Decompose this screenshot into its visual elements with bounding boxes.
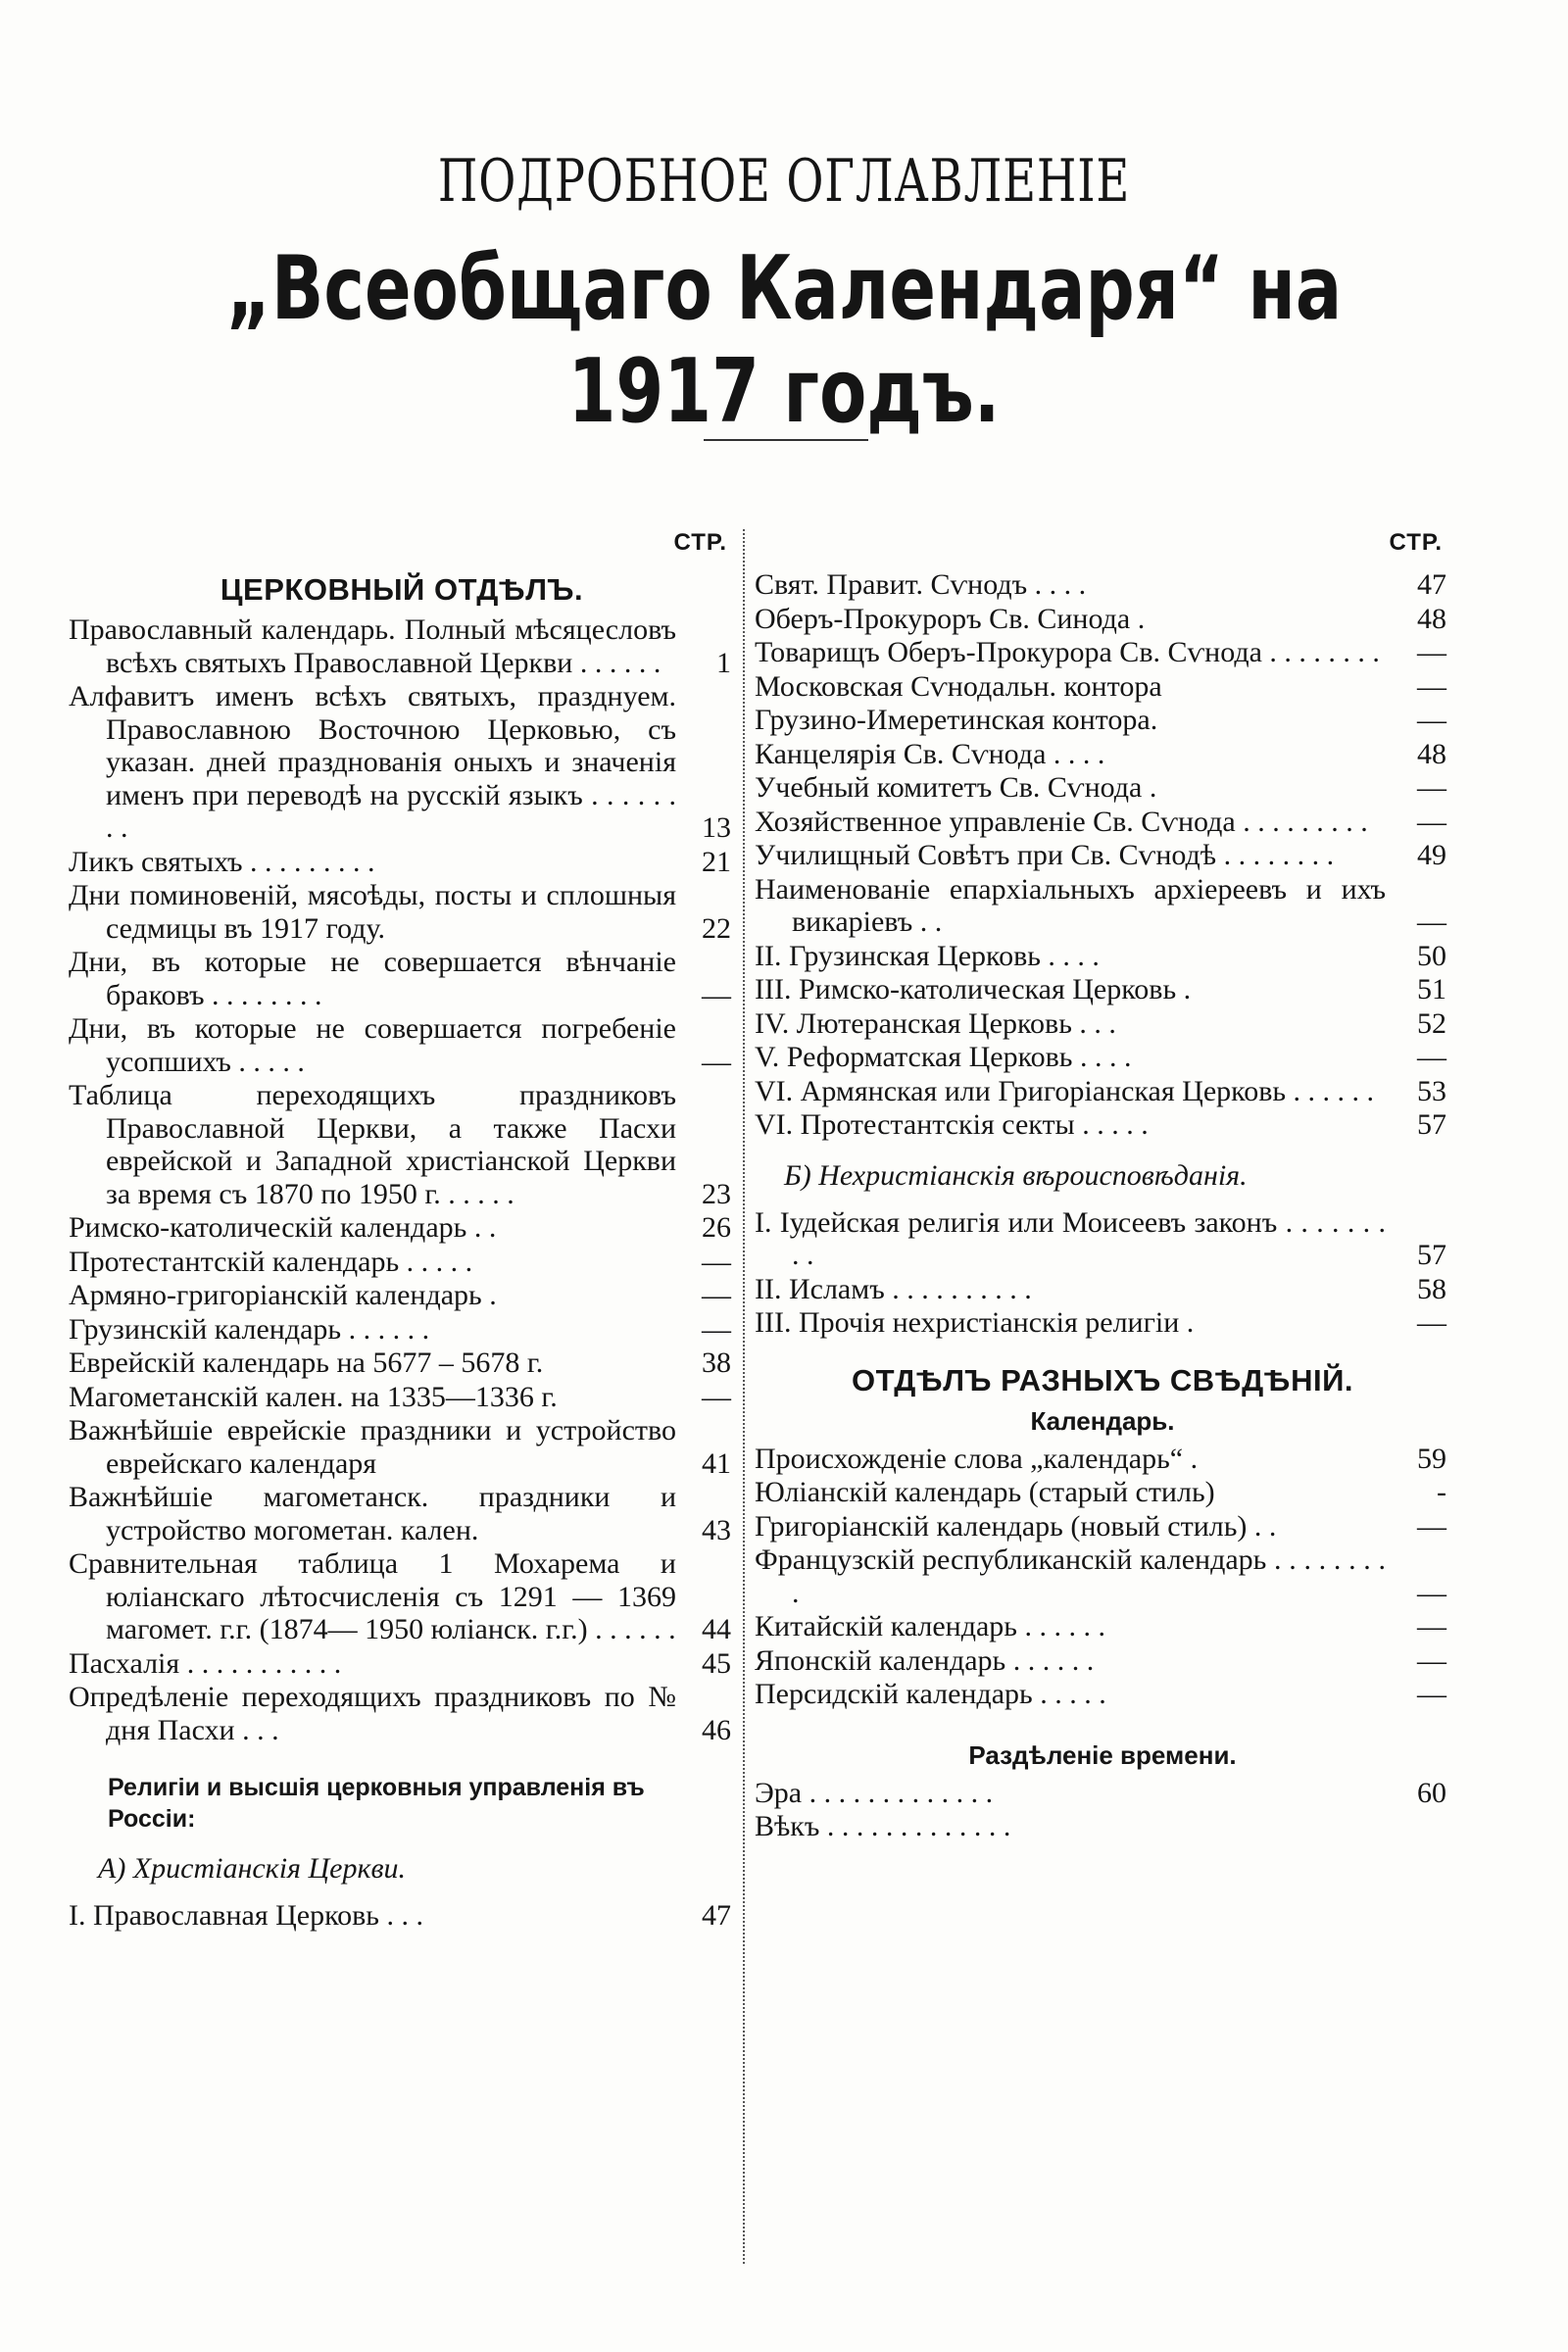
toc-entry-page: 59 [1417, 1442, 1446, 1475]
page-header [0, 147, 1568, 443]
toc-entry-page: 57 [1417, 1239, 1446, 1271]
toc-entry-page: — [702, 978, 731, 1011]
toc-entry-page: 50 [1417, 939, 1446, 972]
toc-entry [69, 1681, 735, 1746]
toc-entry [755, 1476, 1450, 1509]
toc-entry [69, 1012, 735, 1078]
toc-entry-page: — [1417, 704, 1446, 736]
toc-entry [755, 1610, 1450, 1643]
title-line-2: „Всеобщаго Календаря“ на 1917 годъ. [225, 237, 1343, 443]
toc-entry-text: Важнѣйшіе магометанск. праздники и устройство могометан. кален. [69, 1481, 676, 1546]
toc-entry [69, 1481, 735, 1546]
right-column [755, 529, 1450, 1844]
toc-entry [69, 680, 735, 845]
toc-entry-page: — [702, 1312, 731, 1346]
toc-entry-page: 58 [1417, 1272, 1446, 1305]
section-title: ОТДѢЛЪ РАЗНЫХЪ СВѢДѢНІЙ. [851, 1362, 1353, 1397]
toc-entry-page: 48 [1417, 737, 1446, 770]
toc-entry-page: 21 [702, 845, 731, 878]
toc-entry-text: Протестантскій календарь . . . . . [69, 1245, 473, 1278]
toc-entry [69, 1899, 735, 1933]
italic-heading: А) Христіанскія Церкви. [98, 1852, 407, 1885]
toc-entry-text: Китайскій календарь . . . . . . [755, 1610, 1105, 1642]
toc-entry-text: V. Реформатская Церковь . . . . [755, 1041, 1132, 1073]
toc-entry-page: 41 [702, 1446, 731, 1480]
toc-entry-page: — [702, 1380, 731, 1413]
toc-entry [69, 1647, 735, 1681]
toc-entry [69, 1313, 735, 1347]
toc-entry-page: 23 [702, 1177, 731, 1210]
toc-entry [755, 1206, 1450, 1272]
toc-entry [69, 1547, 735, 1646]
toc-entry [755, 704, 1450, 737]
toc-entry [755, 1544, 1450, 1609]
toc-entry [69, 946, 735, 1011]
toc-entry-text: Юліанскій календарь (старый стиль) [755, 1476, 1215, 1508]
toc-entry [755, 973, 1450, 1006]
toc-entry [755, 1443, 1450, 1476]
toc-entry-text: Магометанскій кален. на 1335—1336 г. [69, 1380, 558, 1413]
toc-entry [755, 603, 1450, 636]
toc-entry-page: — [1417, 805, 1446, 838]
toc-entry-text: Алфавитъ именъ всѣхъ святыхъ, празднуем. Православною Восточною Церковью, съ указан. дней празднованія оныхъ и значенія именъ при переводѣ на русскій языкъ . . . . . . . . [69, 680, 676, 844]
italic-heading: Б) Нехристіанскія вѣроисповѣданія. [784, 1158, 1248, 1192]
toc-entry-page: 44 [702, 1613, 731, 1645]
left-column [69, 529, 735, 1934]
toc-entry-text: Православный календарь. Полный мѣсяцесловъ всѣхъ святыхъ Православной Церкви . . . . . . [69, 613, 676, 679]
toc-entry [69, 1279, 735, 1312]
toc-entry-text: IV. Лютеранская Церковь . . . [755, 1006, 1116, 1040]
toc-entry-text: Таблица переходящихъ праздниковъ Православной Церкви, а также Пасхи еврейской и Западной христіанской Церкви за время съ 1870 по 1950 г. . . . . . [69, 1079, 676, 1210]
toc-entry-page: 26 [702, 1211, 731, 1244]
toc-entry-page: — [1417, 1041, 1446, 1073]
toc-entry-page: 47 [702, 1899, 731, 1932]
toc-entry-text: Дни, въ которые не совершается вѣнчаніе браковъ . . . . . . . . [69, 946, 676, 1011]
toc-entry-text: Грузинскій календарь . . . . . . [69, 1312, 430, 1346]
toc-entry [755, 1644, 1450, 1678]
toc-entry-text: Канцелярія Св. Сѵнода . . . . [755, 737, 1105, 770]
toc-entry-text: Хозяйственное управленіе Св. Сѵнода . . . . . . . . . [755, 805, 1368, 838]
toc-entry-page: — [1417, 1306, 1446, 1339]
toc-entry-page: 38 [702, 1347, 731, 1379]
toc-entry-text: Дни поминовеній, мясоѣды, посты и сплошныя седмицы въ 1917 году. [69, 879, 676, 945]
toc-entry-page: 57 [1417, 1108, 1446, 1141]
column-divider [743, 529, 745, 2264]
toc-entry [755, 1510, 1450, 1544]
toc-entry-text: Персидскій календарь . . . . . [755, 1678, 1106, 1710]
toc-entry-page: — [1417, 1576, 1446, 1609]
page-column-label: СТР. [673, 529, 727, 556]
toc-entry-text: Еврейскій календарь на 5677 – 5678 г. [69, 1347, 544, 1379]
toc-entry [69, 1414, 735, 1480]
toc-entry-page: 22 [702, 911, 731, 945]
toc-entry [755, 670, 1450, 704]
toc-entry-page: 49 [1417, 839, 1446, 871]
toc-entry [755, 738, 1450, 771]
toc-entry-page: — [1417, 906, 1446, 938]
toc-entry-text: Свят. Правит. Сѵнодъ . . . . [755, 568, 1087, 601]
toc-entry [755, 1108, 1450, 1142]
toc-entry [69, 1079, 735, 1210]
toc-entry-page: - [1437, 1476, 1446, 1508]
toc-entry-page: 47 [1417, 568, 1446, 601]
toc-entry-page: — [702, 1045, 731, 1078]
toc-entry-text: I. Іудейская религія или Моисеевъ законъ . . . . . . . . . [755, 1205, 1386, 1271]
toc-entry-page: — [1417, 669, 1446, 703]
toc-entry-page: 45 [702, 1646, 731, 1680]
toc-entry-page: — [1417, 636, 1446, 668]
toc-entry [755, 1273, 1450, 1306]
toc-entry-page: 46 [702, 1713, 731, 1746]
toc-entry-page: — [1417, 1509, 1446, 1543]
toc-entry [755, 1075, 1450, 1108]
toc-entry-text: Эра . . . . . . . . . . . . . [755, 1776, 994, 1809]
toc-entry-page: — [702, 1245, 731, 1278]
toc-entry-page: 60 [1417, 1776, 1446, 1809]
toc-entry [755, 940, 1450, 973]
title-divider [704, 439, 868, 441]
toc-entry-text: Вѣкъ . . . . . . . . . . . . . [755, 1810, 1011, 1842]
toc-entry-page: 13 [702, 811, 731, 844]
toc-entry-text: Пасхалія . . . . . . . . . . . [69, 1646, 342, 1680]
toc-entry [69, 1347, 735, 1380]
toc-entry-text: Наименованіе епархіальныхъ архіереевъ и ихъ викаріевъ . . [755, 872, 1386, 938]
toc-entry-page: 1 [716, 646, 731, 679]
toc-entry-text: Французскій республиканскій календарь . . . . . . . . . [755, 1544, 1386, 1609]
toc-entry-page: — [1417, 1610, 1446, 1642]
toc-entry-page: 53 [1417, 1074, 1446, 1107]
toc-entry-page: — [1417, 771, 1446, 804]
toc-entry [755, 1041, 1450, 1074]
toc-entry-page: 43 [702, 1513, 731, 1546]
toc-entry-text: Московская Сѵнодальн. контора [755, 669, 1162, 703]
toc-entry [755, 839, 1450, 872]
section-title: ЦЕРКОВНЫЙ ОТДѢЛЪ. [220, 572, 584, 607]
subsection-title: Раздѣленіе времени. [968, 1740, 1237, 1770]
toc-entry [69, 1381, 735, 1414]
toc-list [755, 1206, 1450, 1340]
toc-entry-page: 51 [1417, 973, 1446, 1005]
toc-entry-page: — [1417, 1678, 1446, 1710]
toc-entry [755, 1777, 1450, 1810]
toc-entry [755, 806, 1450, 839]
toc-entry-text: Опредѣленіе переходящихъ праздниковъ по № дня Пасхи . . . [69, 1681, 676, 1746]
toc-entry-text: Японскій календарь . . . . . . [755, 1643, 1095, 1677]
toc-entry-text: I. Православная Церковь . . . [69, 1899, 423, 1932]
toc-entry-text: Учебный комитетъ Св. Сѵнода . [755, 771, 1157, 804]
toc-entry [755, 1810, 1450, 1843]
toc-entry [755, 1007, 1450, 1041]
toc-entry-text: Оберъ-Прокуроръ Св. Синода . [755, 602, 1146, 635]
toc-entry [69, 879, 735, 945]
toc-entry-text: Дни, въ которые не совершается погребеніе усопшихъ . . . . . [69, 1012, 676, 1078]
toc-entry [69, 846, 735, 879]
toc-entry [69, 613, 735, 679]
toc-list [755, 568, 1450, 1142]
toc-entry-text: Товарищъ Оберъ-Прокурора Св. Сѵнода . . . . . . . . [755, 636, 1380, 668]
toc-entry-page: 48 [1417, 602, 1446, 635]
toc-entry-text: III. Прочія нехристіанскія религіи . [755, 1306, 1195, 1339]
title-line-1: ПОДРОБНОЕ ОГЛАВЛЕНIЕ [437, 147, 1131, 216]
toc-entry [755, 873, 1450, 939]
toc-entry-text: Римско-католическій календарь . . [69, 1211, 497, 1244]
toc-list [755, 1443, 1450, 1711]
toc-entry-text: Григоріанскій календарь (новый стиль) . . [755, 1509, 1277, 1543]
toc-entry-text: VI. Армянская или Григоріанская Церковь . . . . . . [755, 1074, 1375, 1107]
toc-entry [755, 771, 1450, 805]
page-column-label: СТР. [1389, 529, 1443, 556]
toc-entry [69, 1211, 735, 1245]
toc-entry [69, 1246, 735, 1279]
toc-list [69, 613, 735, 1746]
toc-entry-text: Училищный Совѣтъ при Св. Сѵнодѣ . . . . . . . . [755, 839, 1335, 871]
toc-entry-text: VI. Протестантскія секты . . . . . [755, 1108, 1149, 1141]
toc-entry-text: Происхожденіе слова „календарь“ . [755, 1442, 1199, 1475]
toc-entry-text: Важнѣйшіе еврейскіе праздники и устройство еврейскаго календаря [69, 1414, 676, 1480]
toc-entry-text: Грузино-Имеретинская контора. [755, 704, 1158, 736]
toc-entry-page: 52 [1417, 1006, 1446, 1040]
toc-entry-text: Ликъ святыхъ . . . . . . . . . [69, 845, 375, 878]
subheading: Религіи и высшія церковныя управленія въ Россіи: [108, 1774, 645, 1833]
toc-entry-text: Сравнительная таблица 1 Мохарема и юліанскаго лѣтосчисленія съ 1291 — 1369 магомет. г.г. (1874— 1950 юліанск. г.г.) . . . . . . [69, 1547, 676, 1645]
toc-entry-text: II. Грузинская Церковь . . . . [755, 939, 1100, 972]
toc-entry-text: III. Римско-католическая Церковь . [755, 973, 1192, 1005]
subsection-title: Календарь. [1030, 1405, 1175, 1436]
toc-entry [755, 568, 1450, 602]
toc-entry-text: II. Исламъ . . . . . . . . . . [755, 1272, 1032, 1305]
toc-list [755, 1777, 1450, 1843]
toc-entry-page: — [702, 1279, 731, 1311]
toc-entry-page: — [1417, 1643, 1446, 1677]
toc-entry [755, 1678, 1450, 1711]
toc-entry [755, 1306, 1450, 1340]
toc-entry-text: Армяно-григоріанскій календарь . [69, 1279, 497, 1311]
toc-entry [755, 636, 1450, 669]
